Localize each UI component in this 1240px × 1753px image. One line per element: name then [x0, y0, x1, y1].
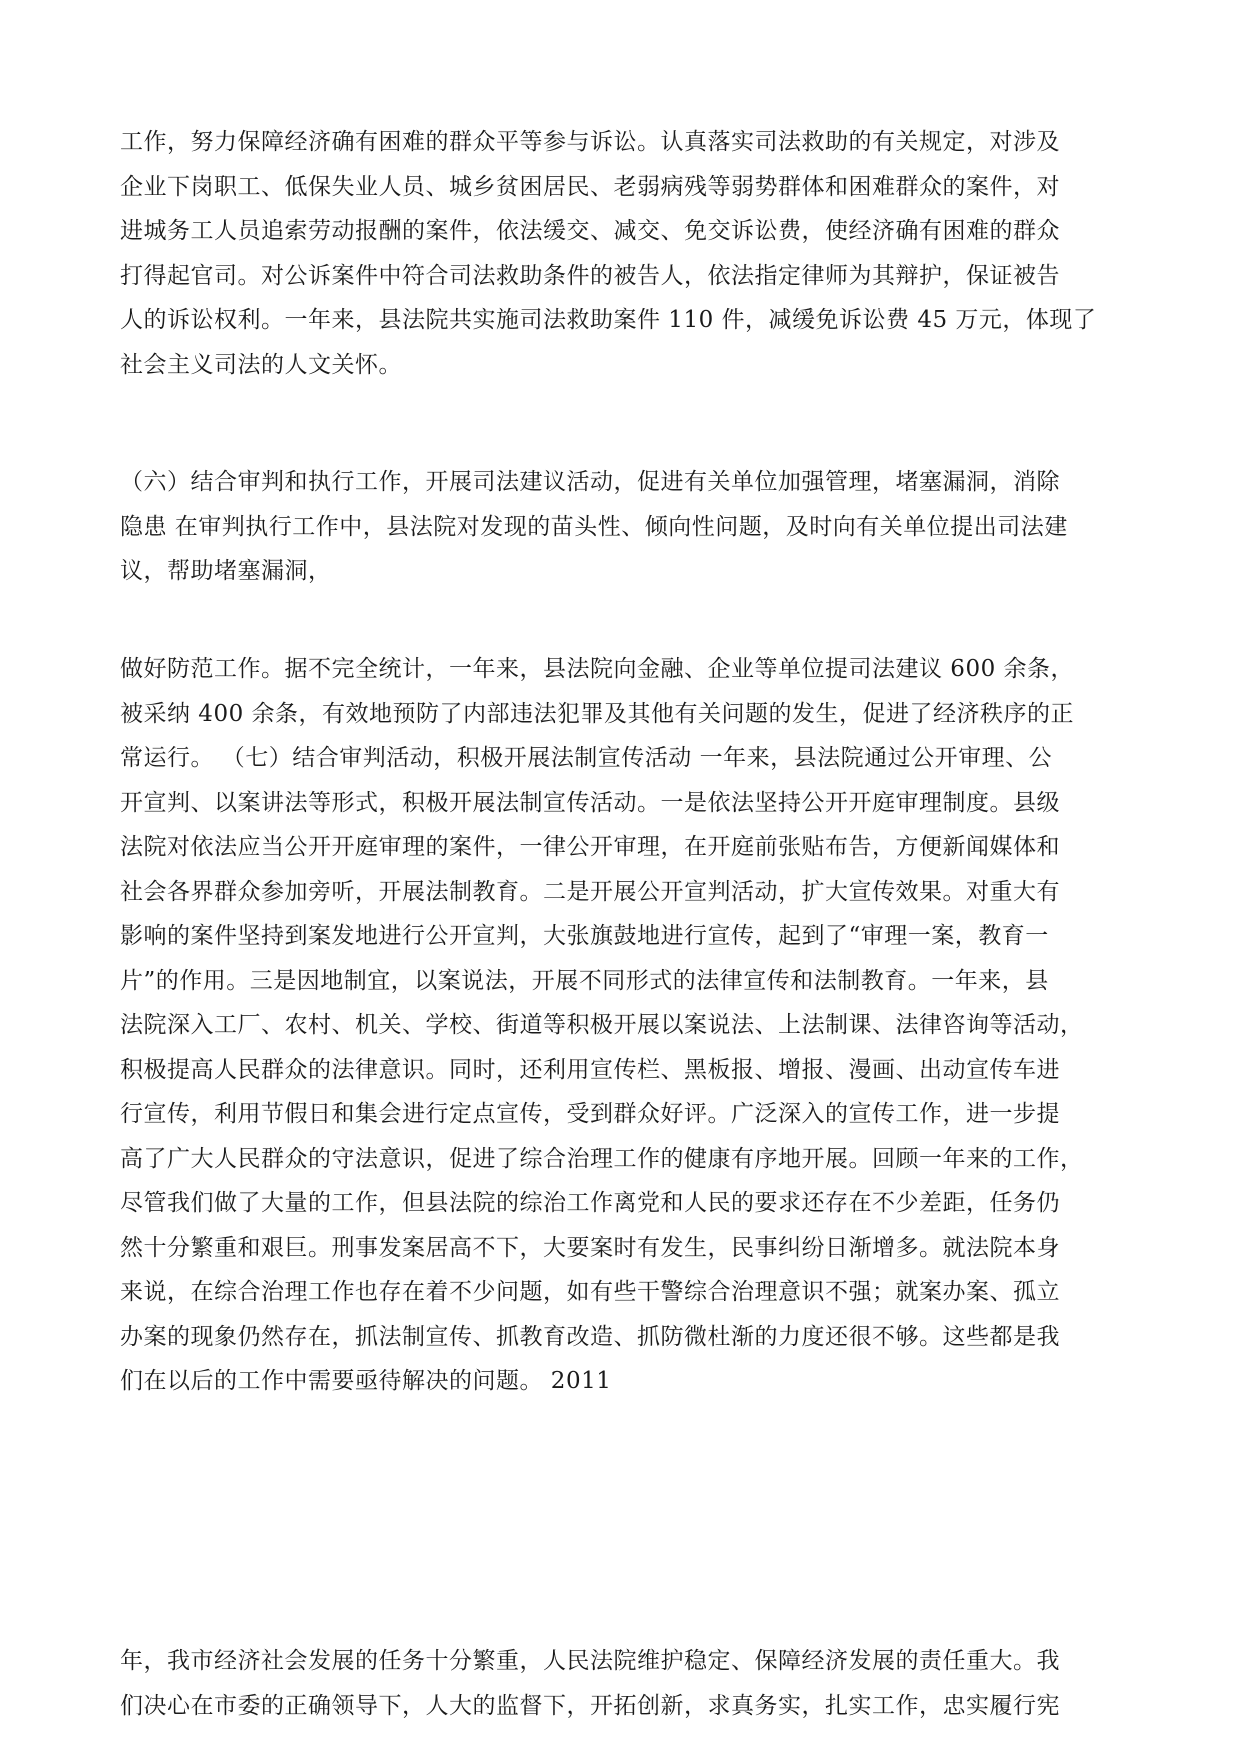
text-line: （六）结合审判和执行工作，开展司法建议活动，促进有关单位加强管理，堵塞漏洞，消除 [120, 469, 1060, 495]
text-line: 被采纳 400 余条，有效地预防了内部违法犯罪及其他有关问题的发生，促进了经济秩序的正 [120, 700, 1075, 727]
paragraph-legal-aid [120, 120, 1124, 387]
text-line: 隐患 在审判执行工作中，县法院对发现的苗头性、倾向性问题，及时向有关单位提出司法建 [120, 513, 1068, 540]
text-line: 们在以后的工作中需要亟待解决的问题。 2011 [120, 1368, 612, 1394]
paragraph-2011-outlook [120, 1639, 1124, 1728]
text-line: 打得起官司。对公诉案件中符合司法救助条件的被告人，依法指定律师为其辩护，保证被告 [120, 262, 1060, 289]
text-line: 工作，努力保障经济确有困难的群众平等参与诉讼。认真落实司法救助的有关规定，对涉及 [120, 129, 1060, 155]
text-line: 企业下岗职工、低保失业人员、城乡贫困居民、老弱病残等弱势群体和困难群众的案件，对 [120, 173, 1060, 200]
text-line: 社会主义司法的人文关怀。 [120, 351, 402, 378]
text-line: 议，帮助堵塞漏洞， [120, 558, 332, 584]
text-line: 法院对依法应当公开开庭审理的案件，一律公开审理，在开庭前张贴布告，方便新闻媒体和 [120, 834, 1060, 860]
paragraph-judicial-suggestions [120, 460, 1124, 594]
text-line: 办案的现象仍然存在，抓法制宣传、抓教育改造、抓防微杜渐的力度还很不够。这些都是我 [120, 1323, 1060, 1350]
text-line: 法院深入工厂、农村、机关、学校、街道等积极开展以案说法、上法制课、法律咨询等活动， [120, 1012, 1084, 1038]
text-line: 做好防范工作。据不完全统计，一年来，县法院向金融、企业等单位提司法建议 600 余条， [120, 656, 1075, 682]
text-line: 们决心在市委的正确领导下，人大的监督下，开拓创新，求真务实，扎实工作，忠实履行宪 [120, 1692, 1060, 1719]
text-line: 年，我市经济社会发展的任务十分繁重，人民法院维护稳定、保障经济发展的责任重大。我 [120, 1648, 1060, 1674]
text-line: 行宣传，利用节假日和集会进行定点宣传，受到群众好评。广泛深入的宣传工作，进一步提 [120, 1101, 1060, 1127]
text-line: 来说，在综合治理工作也存在着不少问题，如有些干警综合治理意识不强；就案办案、孤立 [120, 1279, 1060, 1305]
text-line: 影响的案件坚持到案发地进行公开宣判，大张旗鼓地进行宣传，起到了“审理一案，教育一 [120, 923, 1049, 949]
text-line: 片”的作用。三是因地制宜，以案说法，开展不同形式的法律宣传和法制教育。一年来，县 [120, 967, 1049, 994]
text-line: 尽管我们做了大量的工作，但县法院的综治工作离党和人民的要求还存在不少差距，任务仍 [120, 1190, 1060, 1216]
text-line: 人的诉讼权利。一年来，县法院共实施司法救助案件 110 件，减缓免诉讼费 45 万元，体现了 [120, 307, 1097, 333]
text-line: 积极提高人民群众的法律意识。同时，还利用宣传栏、黑板报、增报、漫画、出动宣传车进 [120, 1056, 1060, 1083]
text-line: 常运行。 （七）结合审判活动，积极开展法制宣传活动 一年来，县法院通过公开审理、公 [120, 745, 1053, 771]
text-line: 高了广大人民群众的守法意识，促进了综合治理工作的健康有序地开展。回顾一年来的工作， [120, 1145, 1084, 1172]
text-line: 然十分繁重和艰巨。刑事发案居高不下，大要案时有发生，民事纠纷日渐增多。就法院本身 [120, 1234, 1060, 1261]
text-line: 社会各界群众参加旁听，开展法制教育。二是开展公开宣判活动，扩大宣传效果。对重大有 [120, 878, 1060, 905]
paragraph-legal-publicity [120, 647, 1124, 1404]
text-line: 开宣判、以案讲法等形式，积极开展法制宣传活动。一是依法坚持公开开庭审理制度。县级 [120, 789, 1060, 816]
text-line: 进城务工人员追索劳动报酬的案件，依法缓交、减交、免交诉讼费，使经济确有困难的群众 [120, 218, 1060, 244]
